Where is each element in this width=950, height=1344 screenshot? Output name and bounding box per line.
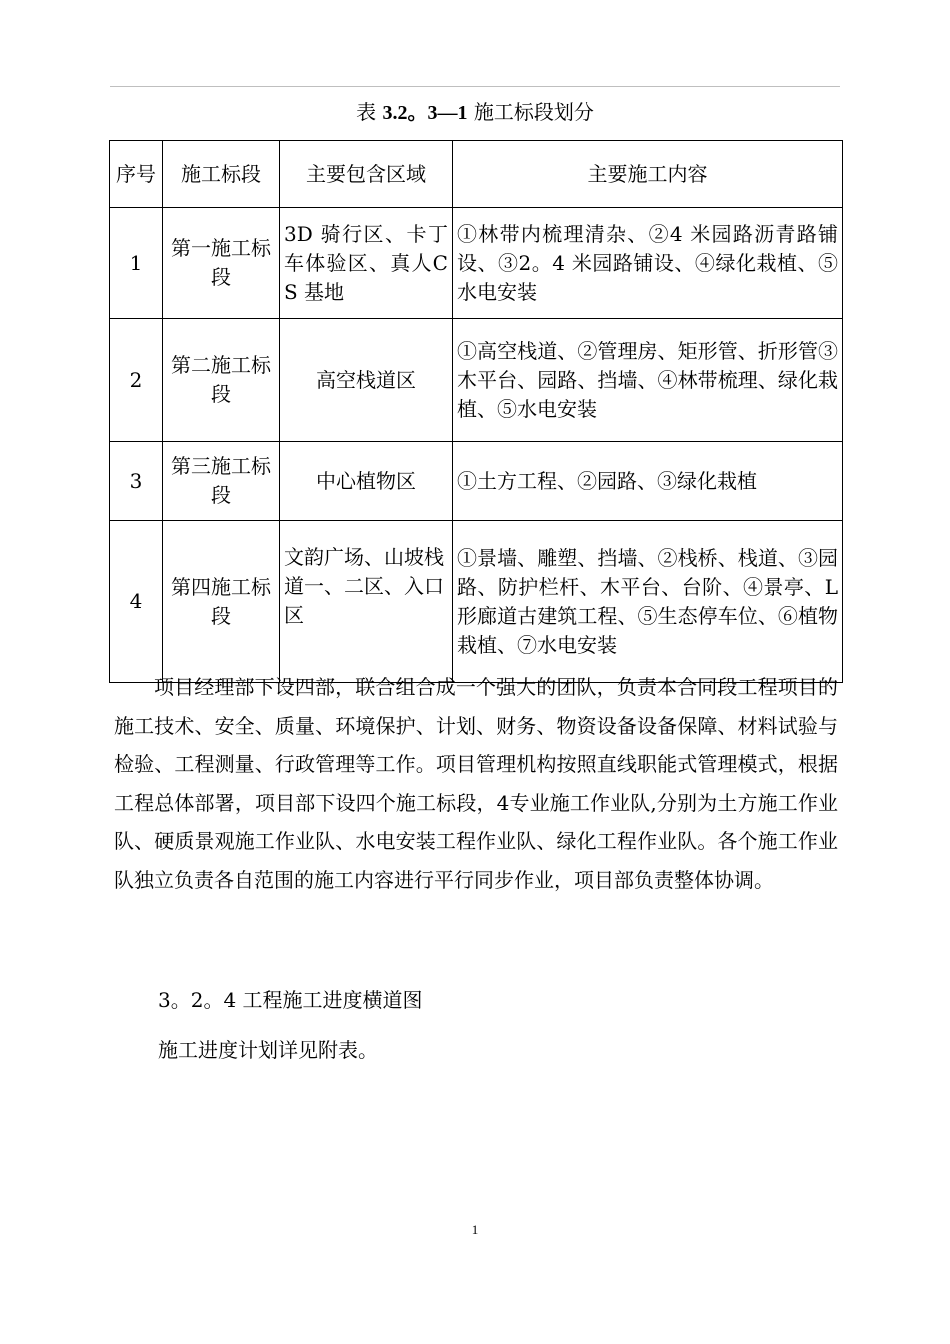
cell-area: 文韵广场、山坡栈道一、二区、入口区 — [280, 521, 453, 683]
cell-no: 2 — [110, 319, 163, 442]
cell-section: 第一施工标段 — [163, 208, 280, 319]
page-number: 1 — [471, 1222, 479, 1237]
header-rule — [110, 86, 840, 87]
cell-section: 第三施工标段 — [163, 442, 280, 521]
cell-content: ①景墙、雕塑、挡墙、②栈桥、栈道、③园路、防护栏杆、木平台、台阶、④景亭、L 形廊道古建筑工程、⑤生态停车位、⑥植物栽植、⑦水电安装 — [453, 521, 843, 683]
header-content: 主要施工内容 — [453, 141, 843, 208]
cell-content: ①高空栈道、②管理房、矩形管、折形管③木平台、园路、挡墙、④林带梳理、绿化栽植、⑤水电安装 — [453, 319, 843, 442]
cell-content: ①林带内梳理清杂、②4 米园路沥青路铺设、③2。4 米园路铺设、④绿化栽植、⑤水电安装 — [453, 208, 843, 319]
table-row — [110, 208, 843, 319]
body-paragraph: 项目经理部下设四部，联合组合成一个强大的团队，负责本合同段工程项目的施工技术、安全、质量、环境保护、计划、财务、物资设备设备保障、材料试验与检验、工程测量、行政管理等工作。项目管理机构按照直线职能式管理模式，根据工程总体部署，项目部下设四个施工标段，4专业施工作业队,分别为土方施工作业队、硬质景观施工作业队、水电安装工程作业队、绿化工程作业队。各个施工作业队独立负责各自范围的施工内容进行平行同步作业，项目部负责整体协调。 — [114, 675, 838, 892]
table-row — [110, 319, 843, 442]
header-no: 序号 — [110, 141, 163, 208]
caption-title: 施工标段划分 — [473, 100, 594, 124]
cell-area: 3D 骑行区、卡丁车体验区、真人CS 基地 — [280, 208, 453, 319]
cell-content: ①土方工程、②园路、③绿化栽植 — [453, 442, 843, 521]
table-row — [110, 442, 843, 521]
header-area: 主要包含区域 — [280, 141, 453, 208]
header-section: 施工标段 — [163, 141, 280, 208]
table-header-row — [110, 141, 843, 208]
caption-number: 3.2。3—1 — [382, 102, 468, 124]
table-row — [110, 521, 843, 683]
section-subheading: 3。2。4 工程施工进度横道图 — [158, 988, 423, 1012]
cell-no: 3 — [110, 442, 163, 521]
cell-area: 中心植物区 — [280, 442, 453, 521]
schedule-note: 施工进度计划详见附表。 — [158, 1038, 378, 1062]
construction-sections-table — [109, 140, 843, 683]
cell-section: 第二施工标段 — [163, 319, 280, 442]
table-caption — [110, 96, 840, 129]
cell-section: 第四施工标段 — [163, 521, 280, 683]
cell-area: 高空栈道区 — [280, 319, 453, 442]
caption-prefix: 表 — [356, 100, 377, 124]
cell-no: 4 — [110, 521, 163, 683]
cell-no: 1 — [110, 208, 163, 319]
